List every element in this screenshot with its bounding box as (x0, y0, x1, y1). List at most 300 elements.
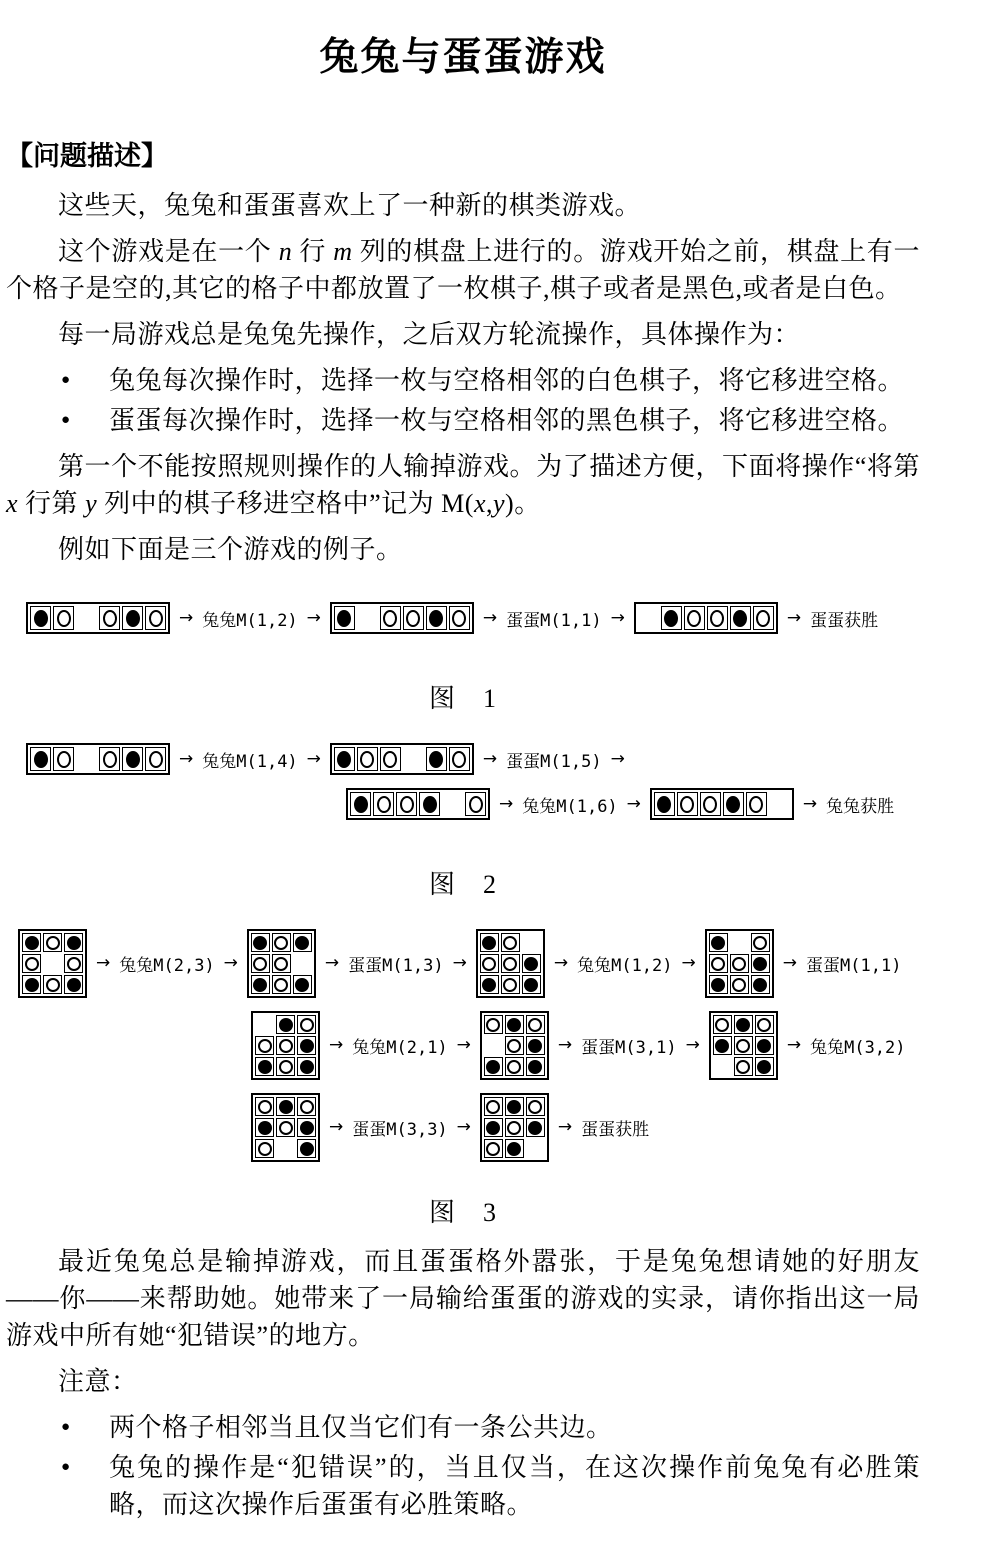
black-piece-icon (757, 1039, 771, 1053)
white-piece-icon (300, 1018, 314, 1032)
black-piece-icon (423, 796, 437, 813)
board-cell-empty (403, 747, 424, 771)
black-piece-icon (337, 610, 351, 627)
white-piece-icon (103, 610, 117, 627)
paragraph-turn-order: 每一局游戏总是兔兔先操作，之后双方轮流操作，具体操作为： (58, 320, 801, 349)
section-header: 【问题描述】 (6, 141, 168, 171)
board-cell (30, 606, 51, 630)
board-cell (734, 1015, 753, 1034)
board-cell (746, 792, 767, 816)
board-cell (734, 1036, 753, 1055)
black-piece-icon (664, 610, 678, 627)
arrow-right-icon: → (782, 953, 798, 973)
board-cell (484, 1118, 503, 1137)
board-cell (661, 606, 682, 630)
black-piece-icon (528, 1121, 542, 1135)
black-piece-icon (253, 978, 267, 992)
white-piece-icon (503, 936, 517, 950)
board-cell (654, 792, 675, 816)
white-piece-icon (149, 751, 163, 768)
board-cell (145, 747, 166, 771)
figure-3-caption: 图 3 (428, 1198, 497, 1227)
black-piece-icon (482, 978, 496, 992)
white-piece-icon (103, 751, 117, 768)
black-piece-icon (726, 796, 740, 813)
game-board (634, 602, 778, 634)
board-cell (526, 1036, 545, 1055)
board-cell (255, 1118, 274, 1137)
game-board (330, 743, 474, 775)
black-piece-icon (486, 1060, 500, 1074)
board-cell (255, 1139, 274, 1158)
white-piece-icon (486, 1018, 500, 1032)
move-label: 兔兔M(1,2) (202, 610, 298, 631)
bullet-icon: ● (61, 412, 71, 428)
board-cell (501, 954, 520, 973)
board-cell (505, 1036, 524, 1055)
white-piece-icon (279, 1039, 293, 1053)
board-cell (755, 1015, 774, 1034)
white-piece-icon (736, 1039, 750, 1053)
black-piece-icon (300, 1142, 314, 1156)
white-piece-icon (710, 610, 724, 627)
white-piece-icon (253, 957, 267, 971)
black-piece-icon (258, 1121, 272, 1135)
variable-m: m (333, 237, 353, 266)
board-cell (350, 792, 371, 816)
board-cell (751, 954, 770, 973)
board-cell-empty (76, 606, 97, 630)
board-cell (276, 1118, 295, 1137)
text-run: , (485, 489, 493, 518)
board-cell (380, 747, 401, 771)
board-cell (64, 975, 83, 994)
arrow-right-icon: → (306, 748, 321, 769)
white-piece-icon (258, 1039, 272, 1053)
move-label: 兔兔获胜 (826, 796, 895, 817)
black-piece-icon (67, 978, 81, 992)
board-cell-empty (255, 1015, 274, 1034)
board-cell (43, 933, 62, 952)
board-cell (449, 747, 470, 771)
note-adjacency (6, 1409, 920, 1446)
rule-text: 蛋蛋每次操作时，选择一枚与空格相邻的黑色棋子，将它移进空格。 (109, 406, 905, 435)
black-piece-icon (524, 978, 538, 992)
board-cell (713, 1015, 732, 1034)
board-cell (449, 606, 470, 630)
figure-2-rows (6, 743, 920, 820)
white-piece-icon (503, 978, 517, 992)
move-label: 兔兔M(2,3) (119, 956, 215, 976)
white-piece-icon (46, 978, 60, 992)
board-cell (723, 792, 744, 816)
board-cell (505, 1118, 524, 1137)
text-run: )。 (505, 489, 541, 518)
arrow-right-icon: → (685, 1035, 700, 1055)
variable-x: x (473, 489, 486, 518)
arrow-right-icon: → (96, 953, 111, 973)
board-cell (99, 747, 120, 771)
game-board (330, 602, 474, 634)
board-cell (734, 1057, 753, 1076)
figure-3-rows (6, 929, 920, 1162)
text-run: 行 (292, 237, 334, 266)
white-piece-icon (732, 978, 746, 992)
white-piece-icon (756, 610, 770, 627)
arrow-right-icon: → (306, 607, 321, 628)
figure-2-caption: 图 2 (428, 870, 497, 899)
board-cell (22, 933, 41, 952)
arrow-right-icon: → (482, 748, 498, 769)
board-cell (297, 1057, 316, 1076)
board-cell (293, 975, 312, 994)
move-label: 蛋蛋M(1,1) (806, 956, 902, 976)
move-label: 蛋蛋获胜 (581, 1120, 650, 1140)
white-piece-icon (486, 1142, 500, 1156)
text-run: 第一个不能按照规则操作的人输掉游戏。为了描述方便，下面将操作“将第 (58, 452, 920, 481)
arrow-right-icon: → (557, 1035, 573, 1055)
board-cell (380, 606, 401, 630)
black-piece-icon (482, 936, 496, 950)
board-cell (526, 1097, 545, 1116)
board-cell (64, 933, 83, 952)
board-cell (484, 1139, 503, 1158)
game-board (251, 1093, 320, 1162)
board-cell-empty (730, 933, 749, 952)
white-piece-icon (46, 936, 60, 950)
white-piece-icon (279, 1121, 293, 1135)
board-cell (53, 747, 74, 771)
board-cell (707, 606, 728, 630)
board-cell (522, 954, 541, 973)
board-cell (272, 975, 291, 994)
note-text: 两个格子相邻当且仅当它们有一条公共边。 (109, 1413, 613, 1442)
arrow-right-icon: → (452, 953, 467, 973)
white-piece-icon (377, 796, 391, 813)
black-piece-icon (753, 957, 767, 971)
board-cell (53, 606, 74, 630)
bullet-icon: ● (61, 372, 71, 388)
board-cell (251, 975, 270, 994)
black-piece-icon (34, 610, 48, 627)
white-piece-icon (503, 957, 517, 971)
black-piece-icon (715, 1039, 729, 1053)
move-label: 蛋蛋M(1,5) (506, 751, 602, 772)
board-cell (713, 1036, 732, 1055)
rules-list (6, 362, 920, 439)
arrow-right-icon: → (179, 748, 194, 769)
board-cell (684, 606, 705, 630)
white-piece-icon (360, 751, 374, 768)
notes-list (6, 1409, 920, 1523)
white-piece-icon (687, 610, 701, 627)
figure-1-rows (6, 602, 920, 634)
white-piece-icon (469, 796, 483, 813)
black-piece-icon (757, 1060, 771, 1074)
white-piece-icon (274, 957, 288, 971)
white-piece-icon (67, 957, 81, 971)
white-piece-icon (528, 1100, 542, 1114)
board-cell (297, 1139, 316, 1158)
move-label: 兔兔M(1,2) (577, 956, 673, 976)
black-piece-icon (258, 1060, 272, 1074)
arrow-right-icon: → (802, 793, 818, 814)
paragraph-intro: 这些天，兔兔和蛋蛋喜欢上了一种新的棋类游戏。 (58, 191, 642, 220)
board-cell (297, 1036, 316, 1055)
board-cell (480, 954, 499, 973)
board-cell (501, 933, 520, 952)
figure-row (26, 743, 920, 775)
board-cell (272, 954, 291, 973)
board-cell (396, 792, 417, 816)
black-piece-icon (34, 751, 48, 768)
white-piece-icon (274, 936, 288, 950)
variable-x: x (6, 489, 19, 518)
white-piece-icon (486, 1100, 500, 1114)
arrow-right-icon: → (553, 953, 569, 973)
black-piece-icon (67, 936, 81, 950)
black-piece-icon (507, 1100, 521, 1114)
paragraph-request-help: 最近兔兔总是输掉游戏，而且蛋蛋格外嚣张，于是兔兔想请她的好朋友——你——来帮助她。她带来了一局输给蛋蛋的游戏的实录，请你指出这一局游戏中所有她“犯错误”的地方。 (6, 1247, 920, 1350)
black-piece-icon (279, 1100, 293, 1114)
white-piece-icon (57, 610, 71, 627)
board-cell (99, 606, 120, 630)
black-piece-icon (300, 1039, 314, 1053)
move-label: 蛋蛋M(1,3) (348, 956, 444, 976)
arrow-right-icon: → (456, 1117, 471, 1137)
white-piece-icon (482, 957, 496, 971)
board-cell (753, 606, 774, 630)
note-label: 注意： (58, 1367, 138, 1396)
board-cell (505, 1057, 524, 1076)
board-cell (43, 975, 62, 994)
board-cell (276, 1036, 295, 1055)
white-piece-icon (274, 978, 288, 992)
variable-y: y (492, 489, 506, 518)
figure-2 (6, 743, 920, 901)
black-piece-icon (524, 957, 538, 971)
black-piece-icon (733, 610, 747, 627)
board-cell (145, 606, 166, 630)
rule-rabbit-move (6, 362, 920, 399)
black-piece-icon (126, 751, 140, 768)
white-piece-icon (507, 1039, 521, 1053)
board-cell (751, 933, 770, 952)
game-board (26, 743, 170, 775)
arrow-right-icon: → (557, 1117, 573, 1137)
black-piece-icon (753, 978, 767, 992)
board-cell-empty (76, 747, 97, 771)
board-cell (22, 954, 41, 973)
black-piece-icon (736, 1018, 750, 1032)
arrow-right-icon: → (179, 607, 194, 628)
board-cell (276, 1057, 295, 1076)
board-cell (709, 975, 728, 994)
white-piece-icon (732, 957, 746, 971)
arrow-right-icon: → (329, 1117, 344, 1137)
bullet-icon: ● (61, 1459, 71, 1475)
white-piece-icon (703, 796, 717, 813)
white-piece-icon (25, 957, 39, 971)
game-board (480, 1011, 549, 1080)
figure-row (251, 1093, 920, 1162)
board-cell (255, 1097, 274, 1116)
black-piece-icon (528, 1060, 542, 1074)
board-cell (255, 1036, 274, 1055)
board-cell-empty (526, 1139, 545, 1158)
board-cell (122, 606, 143, 630)
board-cell (22, 975, 41, 994)
bullet-icon: ● (61, 1419, 71, 1435)
white-piece-icon (711, 957, 725, 971)
black-piece-icon (126, 610, 140, 627)
rule-egg-move (6, 402, 920, 439)
arrow-right-icon: → (499, 793, 514, 814)
game-board (705, 929, 774, 998)
black-piece-icon (25, 978, 39, 992)
white-piece-icon (400, 796, 414, 813)
game-board (18, 929, 87, 998)
move-label: 蛋蛋M(3,3) (352, 1120, 448, 1140)
variable-y: y (85, 489, 98, 518)
board-cell (730, 606, 751, 630)
game-board (480, 1093, 549, 1162)
arrow-right-icon: → (324, 953, 340, 973)
white-piece-icon (680, 796, 694, 813)
white-piece-icon (749, 796, 763, 813)
board-cell-empty (293, 954, 312, 973)
black-piece-icon (711, 978, 725, 992)
board-cell (334, 606, 355, 630)
figure-row (346, 788, 920, 820)
note-mistake-definition (6, 1449, 920, 1523)
board-cell (30, 747, 51, 771)
figure-row (18, 929, 920, 998)
board-cell (297, 1015, 316, 1034)
board-cell (426, 747, 447, 771)
board-cell (272, 933, 291, 952)
board-cell (465, 792, 486, 816)
board-cell (297, 1097, 316, 1116)
black-piece-icon (429, 610, 443, 627)
game-board (26, 602, 170, 634)
game-board (709, 1011, 778, 1080)
white-piece-icon (507, 1121, 521, 1135)
arrow-right-icon: → (610, 748, 625, 769)
board-cell (755, 1036, 774, 1055)
board-cell-empty (442, 792, 463, 816)
board-cell-empty (43, 954, 62, 973)
white-piece-icon (528, 1018, 542, 1032)
board-cell (522, 975, 541, 994)
board-cell (505, 1015, 524, 1034)
board-cell (730, 954, 749, 973)
white-piece-icon (383, 751, 397, 768)
board-cell (677, 792, 698, 816)
board-cell (373, 792, 394, 816)
board-cell (755, 1057, 774, 1076)
board-cell (276, 1097, 295, 1116)
game-board (476, 929, 545, 998)
paragraph-examples-intro: 例如下面是三个游戏的例子。 (58, 535, 403, 564)
board-cell (122, 747, 143, 771)
board-cell (276, 1015, 295, 1034)
board-cell (480, 933, 499, 952)
variable-n: n (278, 237, 293, 266)
board-cell-empty (357, 606, 378, 630)
move-label: 蛋蛋获胜 (810, 610, 879, 631)
black-piece-icon (354, 796, 368, 813)
figure-row (251, 1011, 920, 1080)
text-run: 列的棋盘上进行的。游戏开始之前，棋盘上有一个格子是空的,其它的格子中都放置了一枚棋子,棋子或者是黑色,或者是白色。 (6, 237, 920, 303)
black-piece-icon (253, 936, 267, 950)
arrow-right-icon: → (626, 793, 641, 814)
black-piece-icon (295, 978, 309, 992)
white-piece-icon (279, 1060, 293, 1074)
board-cell (484, 1057, 503, 1076)
black-piece-icon (486, 1121, 500, 1135)
board-cell (64, 954, 83, 973)
white-piece-icon (57, 751, 71, 768)
white-piece-icon (258, 1100, 272, 1114)
white-piece-icon (753, 936, 767, 950)
game-board (346, 788, 490, 820)
figure-3 (6, 929, 920, 1229)
figure-1-caption: 图 1 (428, 684, 497, 713)
page-title: 兔兔与蛋蛋游戏 (319, 36, 607, 79)
black-piece-icon (507, 1018, 521, 1032)
arrow-right-icon: → (786, 607, 802, 628)
board-cell-empty (713, 1057, 732, 1076)
move-label: 兔兔M(3,2) (810, 1038, 906, 1058)
board-cell (484, 1015, 503, 1034)
white-piece-icon (757, 1018, 771, 1032)
board-cell-empty (522, 933, 541, 952)
black-piece-icon (337, 751, 351, 768)
arrow-right-icon: → (610, 607, 625, 628)
board-cell (403, 606, 424, 630)
board-cell (297, 1118, 316, 1137)
white-piece-icon (452, 610, 466, 627)
board-cell (484, 1097, 503, 1116)
board-cell-empty (484, 1036, 503, 1055)
white-piece-icon (452, 751, 466, 768)
game-board (650, 788, 794, 820)
black-piece-icon (300, 1121, 314, 1135)
board-cell (251, 933, 270, 952)
board-cell (480, 975, 499, 994)
board-cell (505, 1097, 524, 1116)
text-run: 列中的棋子移进空格中”记为 M( (97, 489, 474, 518)
black-piece-icon (507, 1142, 521, 1156)
black-piece-icon (429, 751, 443, 768)
move-label: 兔兔M(1,4) (202, 751, 298, 772)
arrow-right-icon: → (482, 607, 498, 628)
black-piece-icon (711, 936, 725, 950)
white-piece-icon (406, 610, 420, 627)
board-cell (501, 975, 520, 994)
board-cell (255, 1057, 274, 1076)
text-run: 行第 (18, 489, 86, 518)
paragraph-board-description (6, 233, 920, 307)
black-piece-icon (295, 936, 309, 950)
paragraph-lose-rule (6, 448, 920, 522)
game-board (247, 929, 316, 998)
board-cell (526, 1015, 545, 1034)
white-piece-icon (149, 610, 163, 627)
board-cell (709, 933, 728, 952)
board-cell (419, 792, 440, 816)
